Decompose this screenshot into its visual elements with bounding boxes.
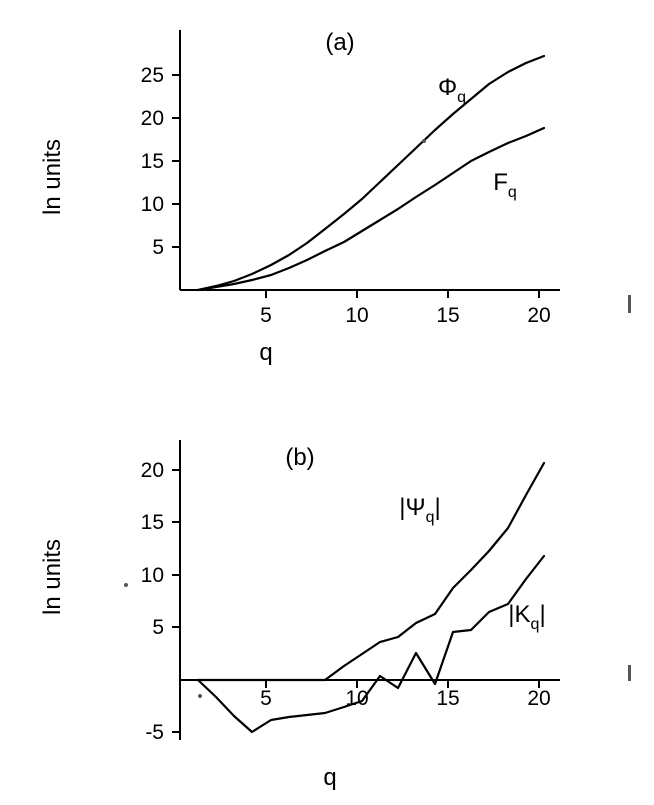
panel-a-ytick-label-10: 10 — [140, 193, 164, 216]
panel-a-ytick-label-5: 5 — [152, 236, 164, 259]
panel-a-xtick-label-5: 5 — [260, 304, 272, 327]
scan-speck-axis — [198, 694, 202, 698]
panel-b-xtick-label-10: 10 — [345, 687, 369, 710]
panel-a-ytick-label-25: 25 — [140, 64, 164, 87]
panel-b-curve-psi — [198, 463, 544, 680]
scan-mark — [628, 295, 631, 313]
panel-a-xtick-label-15: 15 — [436, 304, 460, 327]
panel-b-label: (b) — [285, 444, 315, 471]
panel-b-xtick-label-20: 20 — [527, 687, 551, 710]
panel-a-xtick-label-20: 20 — [527, 304, 551, 327]
scan-speck — [422, 139, 426, 143]
panel-a-x-axis-title: q — [259, 339, 273, 366]
panel-b-curve-label-psi-main: |Ψ — [399, 494, 426, 521]
panel-b-ytick-label-10: 10 — [140, 564, 164, 587]
panel-b-x-axis-title: q — [323, 764, 337, 791]
panel-a-ytick-label-15: 15 — [140, 150, 164, 173]
panel-b-curve-label-k — [508, 601, 545, 633]
panel-b-svg — [0, 400, 654, 805]
panel-b-curve-label-psi-tail: | — [434, 494, 441, 521]
panel-b-curve-label-k-tail: | — [539, 601, 546, 628]
panel-a-curve-label-phi — [438, 74, 466, 106]
panel-b-curve-label-k-main: |K — [508, 601, 531, 628]
panel-a-y-axis-title: ln units — [39, 138, 66, 215]
panel-b-curve-label-k-sub: q — [530, 616, 540, 633]
panel-a-ytick-label-20: 20 — [140, 107, 164, 130]
panel-a-curve-phi — [198, 56, 544, 290]
panel-a-xtick-label-10: 10 — [345, 304, 369, 327]
panel-b-ytick-label-15: 15 — [140, 511, 164, 534]
panel-a-curve-label-f-sub: q — [507, 184, 517, 201]
panel-a-label: (a) — [325, 29, 355, 56]
panel-b-xtick-label-15: 15 — [436, 687, 460, 710]
panel-a-curve-label-phi-sub: q — [457, 89, 467, 106]
panel-b-ytick-label-20: 20 — [140, 459, 164, 482]
panel-a-curve-f — [198, 128, 544, 290]
chart-panel-a — [0, 0, 654, 370]
panel-b-ytick-label-neg5: -5 — [145, 721, 164, 744]
panel-b-curve-label-psi — [399, 494, 440, 526]
panel-a-svg — [0, 0, 654, 370]
panel-a-curve-label-phi-main: Φ — [437, 74, 458, 101]
panel-b-curve-k — [198, 556, 544, 732]
scan-mark-b — [628, 665, 631, 681]
panel-a-curve-label-f — [493, 169, 517, 201]
panel-b-y-axis-title: ln units — [39, 538, 66, 615]
panel-b-curve-label-psi-sub: q — [425, 509, 435, 526]
scan-speck-left — [124, 583, 128, 587]
panel-a-curve-label-f-main: F — [493, 169, 508, 196]
panel-b-xtick-label-5: 5 — [260, 687, 272, 710]
chart-panel-b — [0, 400, 654, 805]
panel-b-ytick-label-5: 5 — [152, 616, 164, 639]
